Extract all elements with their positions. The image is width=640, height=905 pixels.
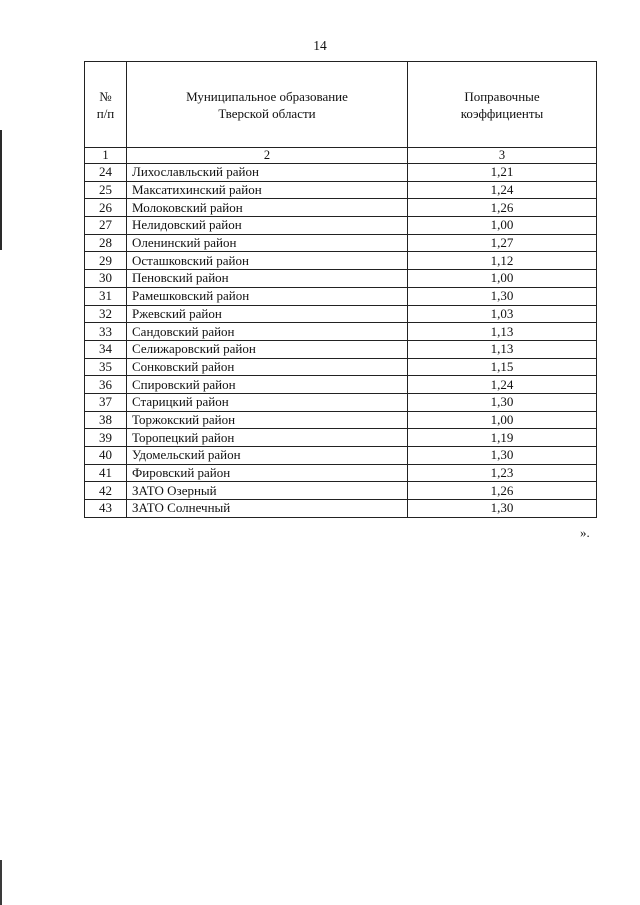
row-municipality: Нелидовский район bbox=[127, 217, 408, 235]
header-number-line: № bbox=[99, 88, 112, 104]
row-number: 28 bbox=[85, 234, 127, 252]
row-number: 24 bbox=[85, 164, 127, 182]
header-municipality bbox=[127, 62, 408, 148]
table-row bbox=[85, 464, 597, 482]
column-number-2: 2 bbox=[127, 148, 408, 164]
row-number: 42 bbox=[85, 482, 127, 500]
header-coefficient-line: коэффициенты bbox=[460, 105, 544, 121]
table-row bbox=[85, 500, 597, 518]
row-number: 26 bbox=[85, 199, 127, 217]
row-municipality: Спировский район bbox=[127, 376, 408, 394]
row-number: 35 bbox=[85, 358, 127, 376]
row-municipality: Фировский район bbox=[127, 464, 408, 482]
row-number: 41 bbox=[85, 464, 127, 482]
table-row bbox=[85, 164, 597, 182]
column-number-1: 1 bbox=[85, 148, 127, 164]
row-coefficient: 1,13 bbox=[408, 323, 597, 341]
table-row bbox=[85, 411, 597, 429]
table-row bbox=[85, 234, 597, 252]
table-row bbox=[85, 252, 597, 270]
row-municipality: Удомельский район bbox=[127, 447, 408, 465]
row-coefficient: 1,00 bbox=[408, 411, 597, 429]
row-number: 30 bbox=[85, 270, 127, 288]
row-municipality: ЗАТО Озерный bbox=[127, 482, 408, 500]
row-number: 31 bbox=[85, 287, 127, 305]
row-number: 40 bbox=[85, 447, 127, 465]
row-coefficient: 1,12 bbox=[408, 252, 597, 270]
column-number-3: 3 bbox=[408, 148, 597, 164]
row-municipality: Максатихинский район bbox=[127, 181, 408, 199]
row-coefficient: 1,30 bbox=[408, 447, 597, 465]
row-municipality: Сандовский район bbox=[127, 323, 408, 341]
scan-edge-mark-bottom bbox=[0, 860, 2, 905]
table-header-row bbox=[85, 62, 597, 148]
table-body bbox=[85, 164, 597, 518]
row-municipality: Оленинский район bbox=[127, 234, 408, 252]
row-number: 39 bbox=[85, 429, 127, 447]
row-municipality: Молоковский район bbox=[127, 199, 408, 217]
row-number: 43 bbox=[85, 500, 127, 518]
row-municipality: Рамешковский район bbox=[127, 287, 408, 305]
scan-edge-mark bbox=[0, 130, 2, 250]
table-row bbox=[85, 376, 597, 394]
row-municipality: Лихославльский район bbox=[127, 164, 408, 182]
row-municipality: Сонковский район bbox=[127, 358, 408, 376]
table-row bbox=[85, 393, 597, 411]
row-number: 38 bbox=[85, 411, 127, 429]
header-municipality-line: Тверской области bbox=[218, 105, 316, 121]
row-number: 34 bbox=[85, 340, 127, 358]
table-row bbox=[85, 447, 597, 465]
row-number: 27 bbox=[85, 217, 127, 235]
table-row bbox=[85, 181, 597, 199]
header-number-line: п/п bbox=[96, 105, 115, 121]
table-row bbox=[85, 305, 597, 323]
table-row bbox=[85, 358, 597, 376]
row-coefficient: 1,23 bbox=[408, 464, 597, 482]
table-row bbox=[85, 429, 597, 447]
row-number: 32 bbox=[85, 305, 127, 323]
row-number: 37 bbox=[85, 393, 127, 411]
page-number: 14 bbox=[313, 38, 327, 53]
row-coefficient: 1,30 bbox=[408, 287, 597, 305]
row-coefficient: 1,26 bbox=[408, 199, 597, 217]
coefficients-table bbox=[84, 61, 597, 518]
column-number-row bbox=[85, 148, 597, 164]
table-row bbox=[85, 270, 597, 288]
row-number: 25 bbox=[85, 181, 127, 199]
table-row bbox=[85, 287, 597, 305]
row-municipality: Осташковский район bbox=[127, 252, 408, 270]
row-municipality: Ржевский район bbox=[127, 305, 408, 323]
header-municipality-line: Муниципальное образование bbox=[186, 88, 348, 104]
row-municipality: Торопецкий район bbox=[127, 429, 408, 447]
row-coefficient: 1,13 bbox=[408, 340, 597, 358]
row-number: 33 bbox=[85, 323, 127, 341]
row-number: 29 bbox=[85, 252, 127, 270]
row-municipality: Пеновский район bbox=[127, 270, 408, 288]
row-coefficient: 1,27 bbox=[408, 234, 597, 252]
table-row bbox=[85, 217, 597, 235]
row-coefficient: 1,24 bbox=[408, 376, 597, 394]
row-coefficient: 1,00 bbox=[408, 270, 597, 288]
table-row bbox=[85, 340, 597, 358]
row-coefficient: 1,30 bbox=[408, 393, 597, 411]
row-municipality: Селижаровский район bbox=[127, 340, 408, 358]
row-coefficient: 1,00 bbox=[408, 217, 597, 235]
row-municipality: ЗАТО Солнечный bbox=[127, 500, 408, 518]
table-row bbox=[85, 323, 597, 341]
row-coefficient: 1,30 bbox=[408, 500, 597, 518]
row-municipality: Торжокский район bbox=[127, 411, 408, 429]
header-coefficient-line: Поправочные bbox=[464, 88, 540, 104]
table-row bbox=[85, 482, 597, 500]
row-coefficient: 1,19 bbox=[408, 429, 597, 447]
closing-quote-mark: ». bbox=[580, 525, 590, 540]
table-row bbox=[85, 199, 597, 217]
row-coefficient: 1,21 bbox=[408, 164, 597, 182]
header-coefficient bbox=[408, 62, 597, 148]
row-coefficient: 1,03 bbox=[408, 305, 597, 323]
row-coefficient: 1,24 bbox=[408, 181, 597, 199]
header-number bbox=[85, 62, 127, 148]
row-number: 36 bbox=[85, 376, 127, 394]
row-coefficient: 1,26 bbox=[408, 482, 597, 500]
row-coefficient: 1,15 bbox=[408, 358, 597, 376]
row-municipality: Старицкий район bbox=[127, 393, 408, 411]
